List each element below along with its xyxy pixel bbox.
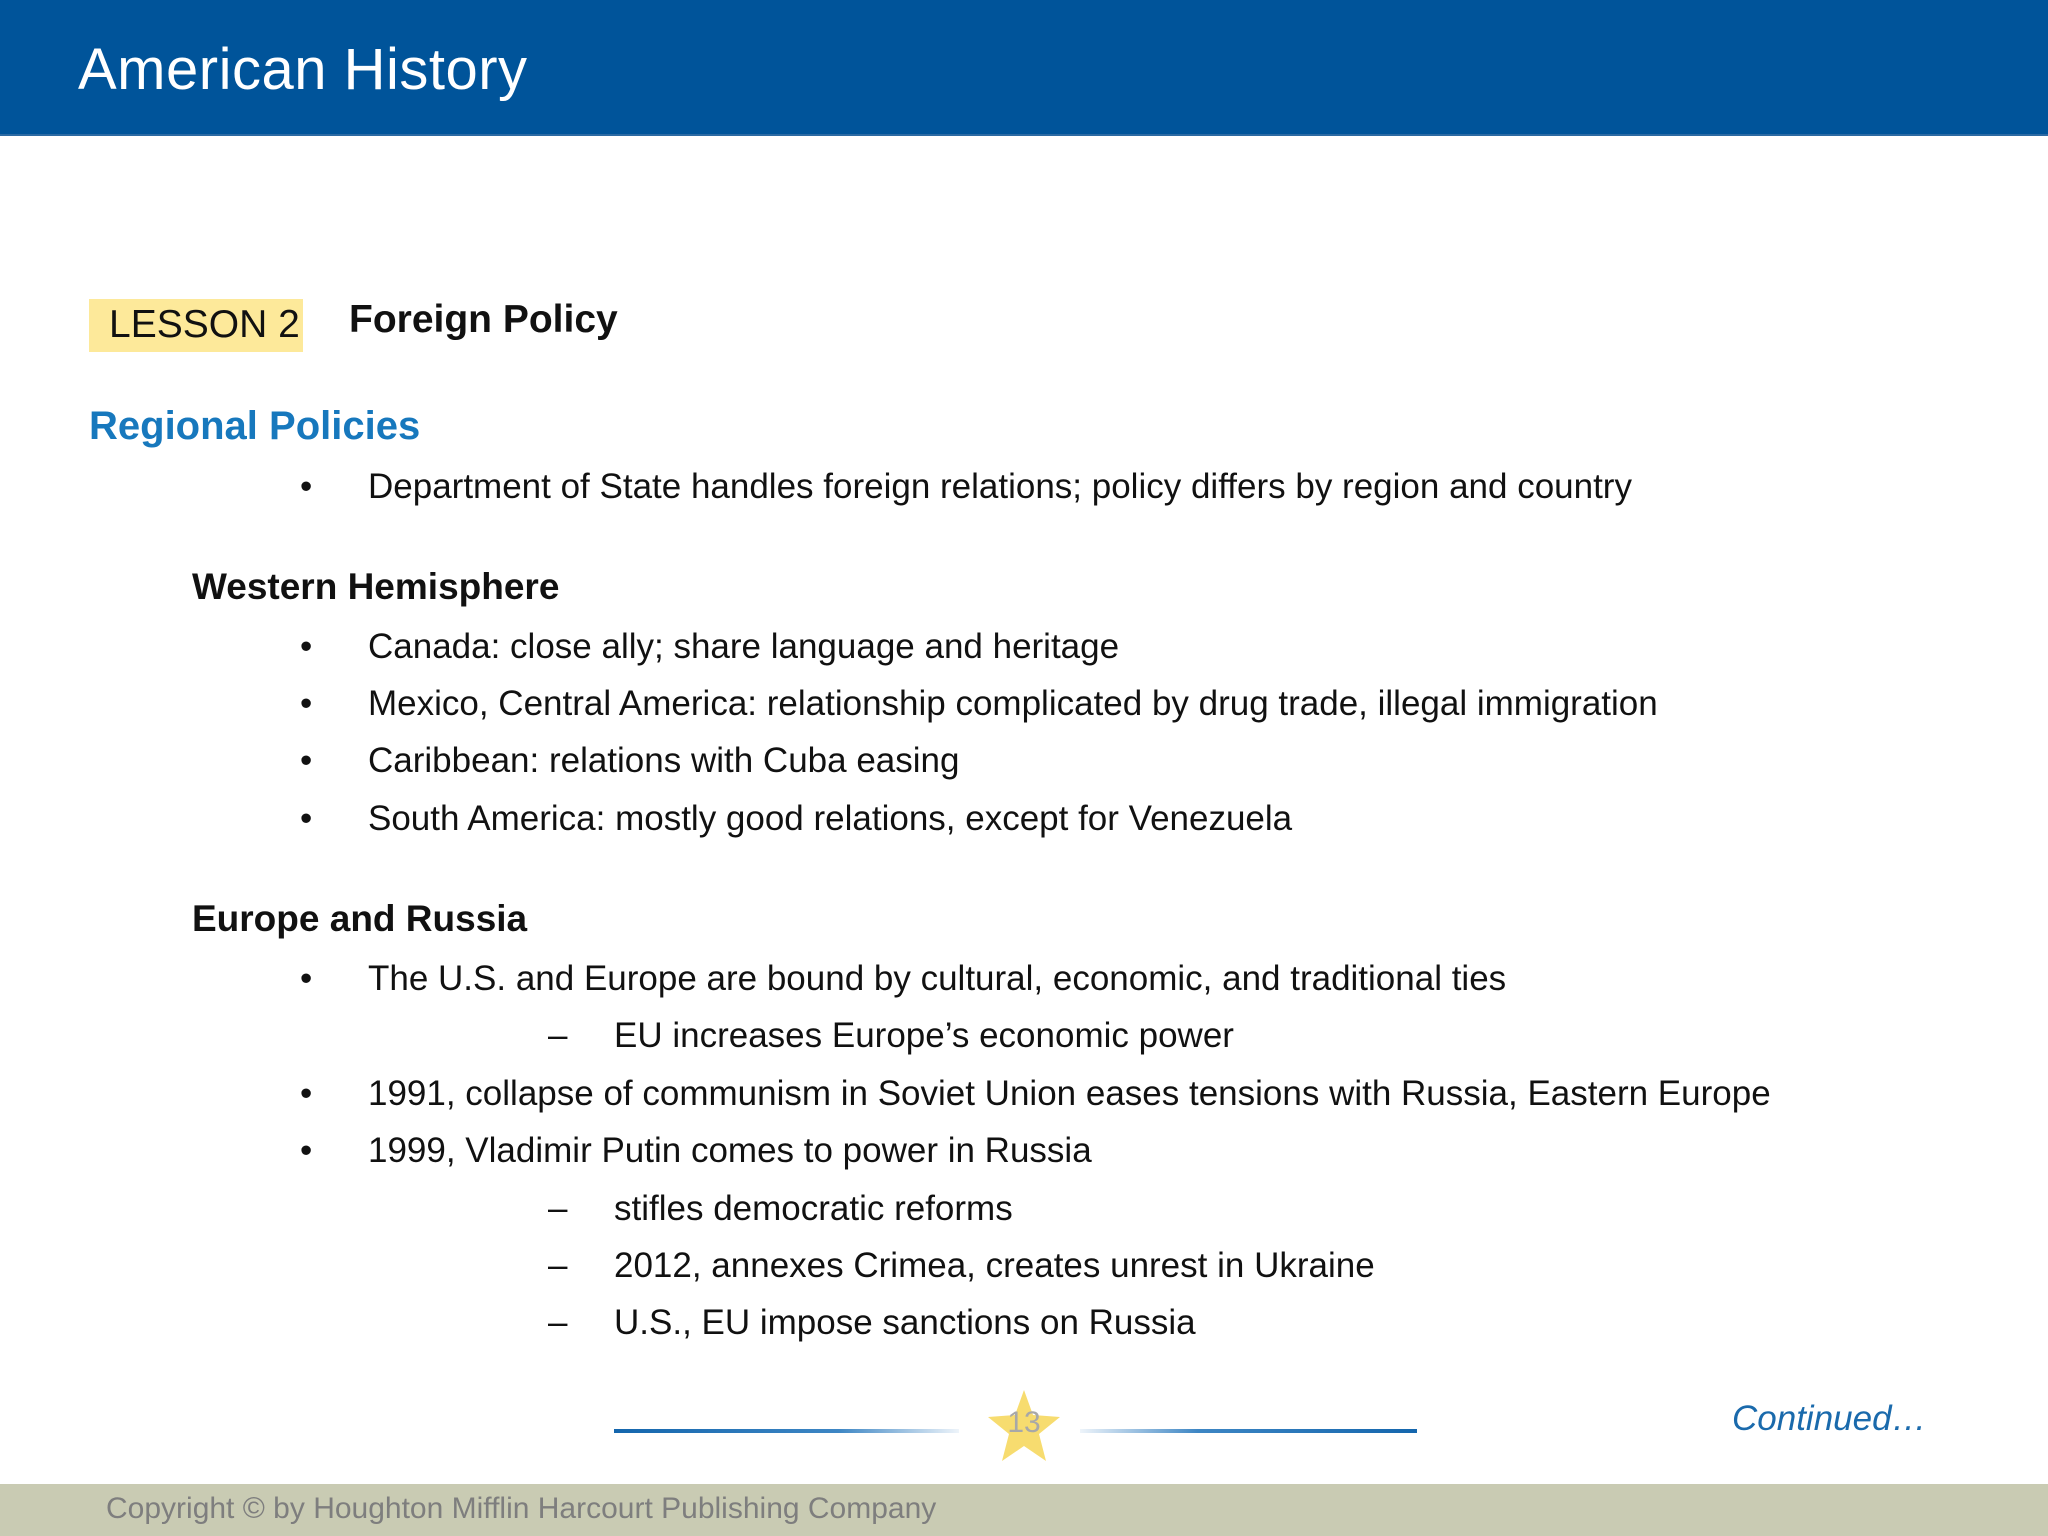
header-bar <box>0 0 2048 136</box>
list-item: South America: mostly good relations, except for Venezuela <box>368 799 1293 838</box>
sub-list-item: EU increases Europe’s economic power <box>614 1016 1234 1055</box>
list-item: Canada: close ally; share language and heritage <box>368 627 1120 666</box>
section-title: Regional Policies <box>89 404 421 448</box>
sub-list-item: U.S., EU impose sanctions on Russia <box>614 1303 1196 1342</box>
list-item: Caribbean: relations with Cuba easing <box>368 741 960 780</box>
dash-marker: – <box>548 1303 568 1342</box>
footer-bar <box>0 1484 2048 1536</box>
course-title: American History <box>78 37 528 102</box>
list-item: Mexico, Central America: relationship complicated by drug trade, illegal immigration <box>368 684 1658 723</box>
sub-list-item: stifles democratic reforms <box>614 1189 1013 1228</box>
list-item: 1991, collapse of communism in Soviet Union eases tensions with Russia, Eastern Europe <box>368 1074 1771 1113</box>
bullet-marker: • <box>300 627 313 666</box>
bullet-marker: • <box>300 467 313 506</box>
intro-bullet: Department of State handles foreign relations; policy differs by region and country <box>368 467 1632 506</box>
lesson-title: Foreign Policy <box>349 298 618 341</box>
lesson-badge-label: LESSON 2 <box>109 303 300 346</box>
footer-rule-right <box>1080 1429 1417 1433</box>
bullet-marker: • <box>300 684 313 723</box>
dash-marker: – <box>548 1189 568 1228</box>
continued-link[interactable]: Continued… <box>1732 1399 1927 1438</box>
bullet-marker: • <box>300 1074 313 1113</box>
bullet-marker: • <box>300 1131 313 1170</box>
list-item: The U.S. and Europe are bound by cultural, economic, and traditional ties <box>368 959 1507 998</box>
footer-rule-left <box>614 1429 959 1433</box>
dash-marker: – <box>548 1246 568 1285</box>
bullet-marker: • <box>300 741 313 780</box>
dash-marker: – <box>548 1016 568 1055</box>
copyright-notice: Copyright © by Houghton Mifflin Harcourt Publishing Company <box>106 1492 937 1525</box>
lesson-badge <box>89 299 303 352</box>
bullet-marker: • <box>300 959 313 998</box>
sub-list-item: 2012, annexes Crimea, creates unrest in Ukraine <box>614 1246 1375 1285</box>
bullet-marker: • <box>300 799 313 838</box>
europe-russia-heading: Europe and Russia <box>192 898 528 939</box>
page-number: 13 <box>1007 1406 1041 1439</box>
western-hemisphere-heading: Western Hemisphere <box>192 566 560 607</box>
list-item: 1999, Vladimir Putin comes to power in Russia <box>368 1131 1092 1170</box>
